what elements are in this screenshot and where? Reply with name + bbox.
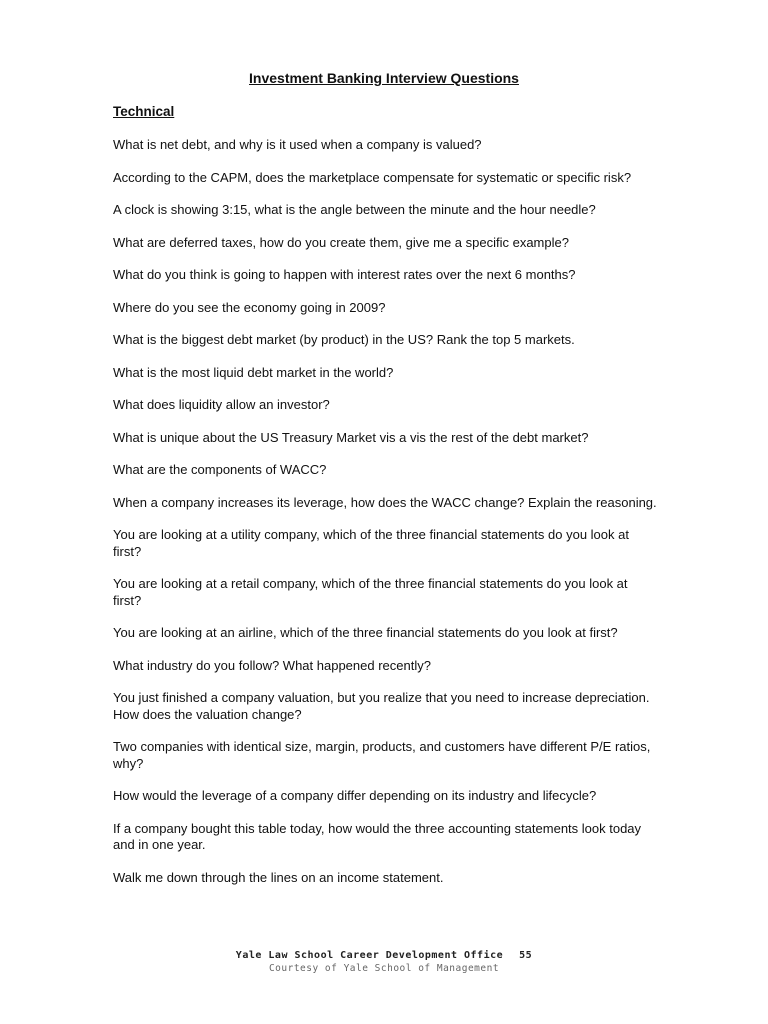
question-item: What industry do you follow? What happened recently? bbox=[113, 657, 431, 673]
question-item: Two companies with identical size, margin, products, and customers have different P/E ratios, why? bbox=[113, 739, 651, 771]
question-item: You just finished a company valuation, but you realize that you need to increase depreciation. How does the valuation change? bbox=[113, 690, 650, 722]
question-item: What is unique about the US Treasury Market vis a vis the rest of the debt market? bbox=[113, 429, 589, 445]
question-item: What does liquidity allow an investor? bbox=[113, 397, 330, 412]
page-footer bbox=[0, 950, 768, 974]
page-number: 55 bbox=[519, 950, 533, 961]
question-item: According to the CAPM, does the marketplace compensate for systematic or specific risk? bbox=[113, 169, 632, 185]
question-item: What is the biggest debt market (by product) in the US? Rank the top 5 markets. bbox=[113, 332, 575, 347]
question-item: What is the most liquid debt market in the world? bbox=[113, 364, 394, 380]
footer-courtesy: Courtesy of Yale School of Management bbox=[268, 963, 500, 974]
question-item: If a company bought this table today, how would the three accounting statements look today and in one year. bbox=[113, 820, 642, 852]
footer-office-line bbox=[0, 950, 768, 961]
question-item: What is net debt, and why is it used when a company is valued? bbox=[113, 137, 482, 152]
question-item: You are looking at an airline, which of the three financial statements do you look at first? bbox=[113, 625, 618, 640]
question-list bbox=[113, 137, 658, 902]
question-item: What do you think is going to happen with interest rates over the next 6 months? bbox=[113, 267, 576, 282]
question-item: You are looking at a utility company, which of the three financial statements do you look at first? bbox=[113, 527, 629, 559]
question-item: A clock is showing 3:15, what is the angle between the minute and the hour needle? bbox=[113, 202, 596, 217]
question-item: How would the leverage of a company differ depending on its industry and lifecycle? bbox=[113, 788, 597, 803]
question-item: Walk me down through the lines on an income statement. bbox=[113, 869, 444, 885]
question-item: What are the components of WACC? bbox=[113, 462, 327, 477]
question-item: When a company increases its leverage, how does the WACC change? Explain the reasoning. bbox=[113, 494, 657, 510]
section-heading: Technical bbox=[113, 104, 175, 119]
footer-office: Yale Law School Career Development Office bbox=[235, 950, 504, 961]
question-item: What are deferred taxes, how do you create them, give me a specific example? bbox=[113, 234, 569, 250]
question-item: You are looking at a retail company, which of the three financial statements do you look at first? bbox=[113, 576, 628, 608]
question-item: Where do you see the economy going in 2009? bbox=[113, 299, 386, 315]
page-title: Investment Banking Interview Questions bbox=[249, 70, 519, 86]
